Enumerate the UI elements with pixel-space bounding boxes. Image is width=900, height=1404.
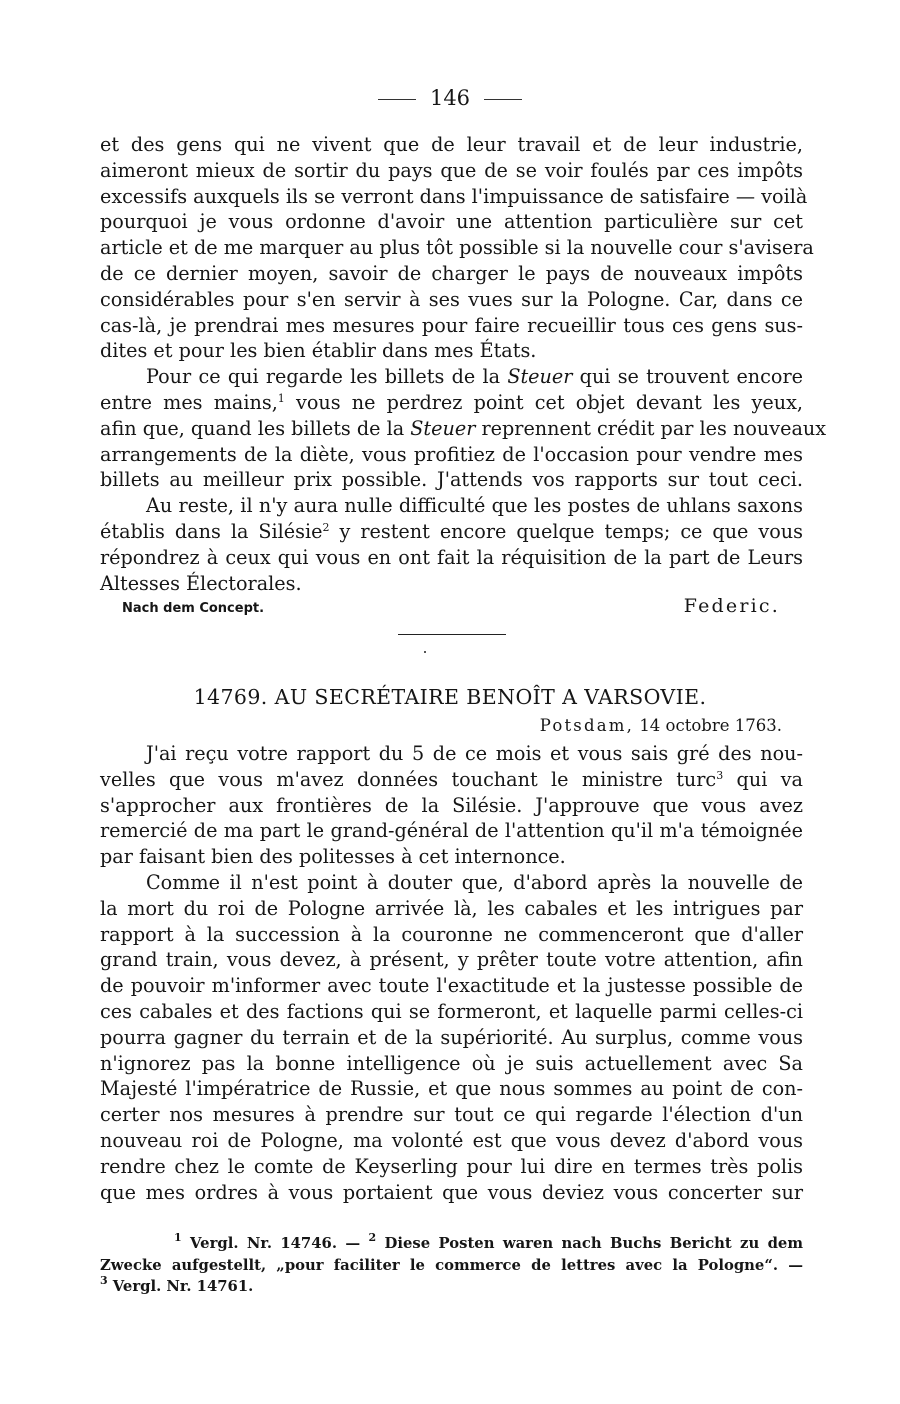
section-divider: [398, 634, 506, 635]
dateline: [540, 716, 782, 735]
text-run: y restent encore quelque temps; ce que vous: [329, 519, 803, 543]
text-line: par faisant bien des politesses à cet internonce.: [100, 845, 566, 869]
text-line: pourquoi je vous ordonne d'avoir une attention particulière sur cet: [100, 210, 803, 234]
footnote-marker: 3: [100, 1274, 108, 1288]
text-run: qui va: [723, 767, 803, 791]
text-line: considérables pour s'en servir à ses vues sur la Pologne. Car, dans ce: [100, 287, 803, 311]
text-run: velles que vous m'avez données touchant le ministre turc: [100, 767, 717, 791]
text-line: Altesses Électorales.: [100, 571, 302, 595]
footnote-line: [100, 1233, 803, 1255]
text-line: la mort du roi de Pologne arrivée là, les cabales et les intrigues par: [100, 896, 803, 920]
text-line: dites et pour les bien établir dans mes États.: [100, 339, 537, 363]
text-line: rapport à la succession à la couronne ne commenceront que d'aller: [100, 922, 803, 946]
footnote-marker: 1: [277, 391, 285, 405]
footnote-marker: 2: [322, 520, 330, 534]
text-run: Diese Posten waren nach Buchs Bericht zu dem: [376, 1235, 803, 1252]
signature: Federic.: [683, 595, 780, 617]
text-line: Au reste, il n'y aura nulle difficulté que les postes de uhlans saxons: [146, 494, 803, 518]
text-line: J'ai reçu votre rapport du 5 de ce mois et vous sais gré des nou-: [146, 742, 803, 765]
text-line: aimeront mieux de sortir du pays que de se voir foulés par ces impôts: [100, 158, 803, 182]
text-run: entre mes mains,: [100, 390, 278, 414]
text-run: Pour ce qui regarde les billets de la: [146, 365, 508, 389]
footnote-line: Zwecke aufgestellt, „pour faciliter le commerce de lettres avec la Pologne“. —: [100, 1256, 803, 1274]
text-line: article et de me marquer au plus tôt possible si la nouvelle cour s'avisera: [100, 236, 814, 260]
dateline-place: Potsdam,: [539, 716, 635, 735]
text-run: Vergl. Nr. 14746. —: [181, 1235, 369, 1252]
divider-dot: [424, 651, 426, 653]
text-run: afin que, quand les billets de la: [100, 416, 411, 440]
footnote-marker: 2: [368, 1231, 377, 1244]
text-line: s'approcher aux frontières de la Silésie. J'approuve que vous avez: [100, 793, 803, 817]
text-line: grand train, vous devez, à présent, y prêter toute votre attention, afin: [100, 948, 803, 972]
text-run: vous ne perdrez point cet objet devant les yeux,: [284, 390, 803, 414]
text-line: répondrez à ceux qui vous en ont fait la réquisition de la part de Leurs: [100, 545, 803, 569]
text-line: billets au meilleur prix possible. J'attends vos rapports sur tout ceci.: [100, 468, 803, 492]
text-line: n'ignorez pas la bonne intelligence où je suis actuellement avec Sa: [100, 1051, 803, 1075]
text-line: pourra gagner du terrain et de la supériorité. Au surplus, comme vous: [100, 1025, 803, 1049]
text-line: arrangements de la diète, vous profitiez de l'occasion pour vendre mes: [100, 442, 803, 466]
letter-body: [100, 741, 803, 1205]
text-line: Majesté l'impératrice de Russie, et que nous sommes au point de con-: [100, 1077, 803, 1101]
text-run: établis dans la Silésie: [100, 519, 323, 543]
text-line: que mes ordres à vous portaient que vous deviez vous concerter sur: [100, 1180, 803, 1204]
text-line: ces cabales et des factions qui se formeront, et laquelle parmi celles-ci: [100, 999, 803, 1023]
text-line: et des gens qui ne vivent que de leur travail et de leur industrie,: [100, 133, 803, 156]
text-line: [100, 364, 803, 390]
source-note: Nach dem Concept.: [122, 601, 265, 616]
text-line: [100, 519, 803, 545]
text-line: remercié de ma part le grand-général de l'attention qu'il m'a témoignée: [100, 819, 803, 843]
text-line: nouveau roi de Pologne, ma volonté est que vous devez d'abord vous: [100, 1128, 803, 1152]
text-line: de pouvoir m'informer avec toute l'exactitude et la justesse possible de: [100, 974, 803, 998]
text-line: Comme il n'est point à douter que, d'abord après la nouvelle de: [146, 870, 803, 894]
paragraph-continuation: [100, 132, 827, 596]
page-number-dash-right: [484, 99, 522, 100]
text-line: [100, 390, 803, 416]
text-line: [100, 767, 803, 793]
italic-term: Steuer: [507, 365, 573, 389]
footnote-line: [100, 1276, 803, 1298]
letter-heading: 14769. AU SECRÉTAIRE BENOÎT A VARSOVIE.: [193, 685, 707, 709]
italic-term: Steuer: [410, 416, 476, 440]
text-line: certer nos mesures à prendre sur tout ce qui regarde l'élection d'un: [100, 1103, 803, 1127]
closing-row: [100, 595, 780, 621]
page-number: 146: [429, 86, 471, 110]
text-line: de ce dernier moyen, savoir de charger le pays de nouveaux impôts: [100, 261, 803, 285]
text-line: excessifs auxquels ils se verront dans l'impuissance de satisfaire — voilà: [100, 184, 808, 208]
page-number-dash-left: [378, 99, 416, 100]
text-line: rendre chez le comte de Keyserling pour lui dire en termes très polis: [100, 1154, 803, 1178]
text-line: cas-là, je prendrai mes mesures pour faire recueillir tous ces gens sus-: [100, 313, 803, 337]
footnotes: [100, 1233, 803, 1298]
text-run: Vergl. Nr. 14761.: [107, 1278, 254, 1296]
page-number-row: [0, 86, 900, 110]
dateline-date: 14 octobre 1763.: [639, 716, 782, 735]
footnote-marker: 1: [174, 1231, 182, 1244]
text-run: reprennent crédit par les nouveaux: [475, 416, 827, 440]
text-line: [100, 416, 827, 442]
text-run: qui se trouvent encore: [572, 365, 803, 389]
footnote-marker: 3: [716, 768, 724, 782]
